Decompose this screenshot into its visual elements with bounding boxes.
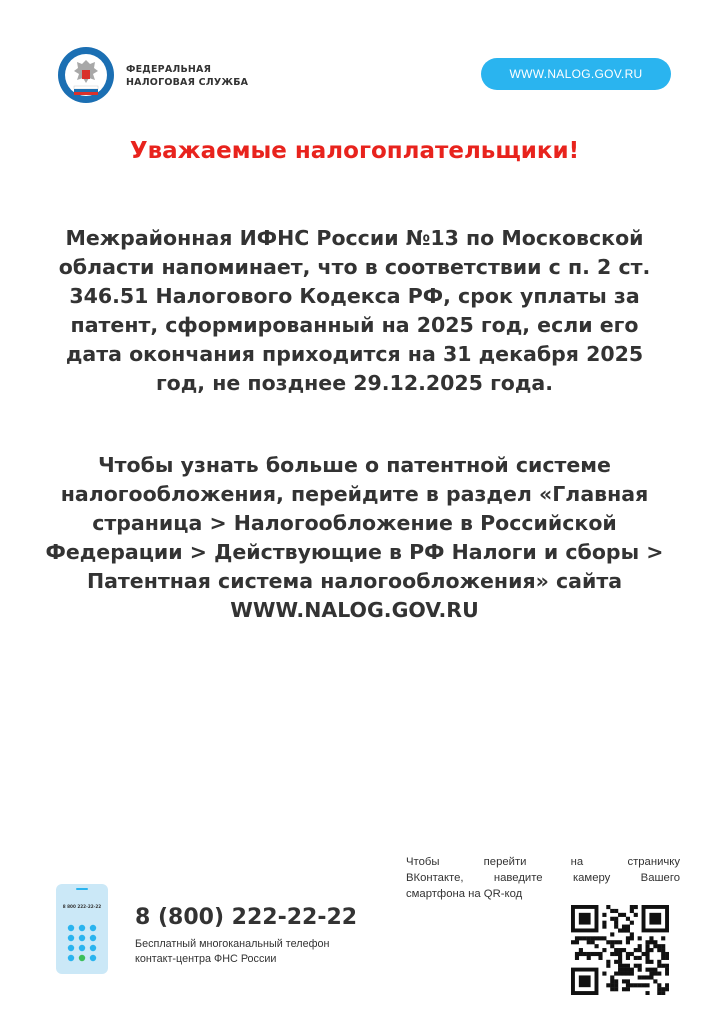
qr-caption-line: смартфона на QR-код [406, 888, 523, 900]
notice-line: дата окончания приходится на 31 декабря 2025 [65, 342, 644, 366]
notice-paragraph [40, 224, 669, 398]
notice-line: Межрайонная ИФНС России №13 по Московской [65, 226, 644, 250]
org-name [126, 63, 248, 89]
info-line: Патентная система налогообложения» сайта [86, 569, 623, 593]
info-line: Чтобы узнать больше о патентной системе [98, 453, 611, 477]
org-name-line2: НАЛОГОВАЯ СЛУЖБА [126, 77, 249, 88]
qr-code-icon[interactable] [571, 905, 669, 995]
info-line: налогообложения, перейдите в раздел «Главная [60, 482, 649, 506]
notice-line: области напоминает, что в соответствии с п. 2 ст. [58, 255, 651, 279]
hotline-description [135, 937, 329, 967]
qr-caption-line: ВКонтакте, наведите камеру Вашего [406, 872, 680, 884]
notice-line: год, не позднее 29.12.2025 года. [155, 371, 554, 395]
info-line: страница > Налогообложение в Российской [92, 511, 617, 535]
qr-caption [406, 854, 680, 902]
info-paragraph [40, 451, 669, 625]
phone-icon [56, 884, 108, 974]
hotline-desc-line: контакт-центра ФНС России [135, 953, 277, 965]
notice-line: патент, сформированный на 2025 год, если его [70, 313, 639, 337]
org-name-line1: ФЕДЕРАЛЬНАЯ [126, 64, 212, 75]
hotline-number[interactable]: 8 (800) 222-22-22 [135, 905, 358, 930]
hotline-desc-line: Бесплатный многоканальный телефон [135, 938, 330, 950]
info-line: WWW.NALOG.GOV.RU [230, 598, 479, 622]
site-link-button[interactable]: WWW.NALOG.GOV.RU [481, 58, 671, 90]
info-line: Федерации > Действующие в РФ Налоги и сборы > [45, 540, 664, 564]
fns-emblem-icon [57, 46, 115, 104]
notice-line: 346.51 Налогового Кодекса РФ, срок уплаты за [69, 284, 640, 308]
greeting-heading: Уважаемые налогоплательщики! [129, 138, 580, 164]
qr-caption-line: Чтобы перейти на страничку [406, 856, 680, 868]
phone-icon-number: 8 800 222-22-22 [62, 904, 102, 909]
